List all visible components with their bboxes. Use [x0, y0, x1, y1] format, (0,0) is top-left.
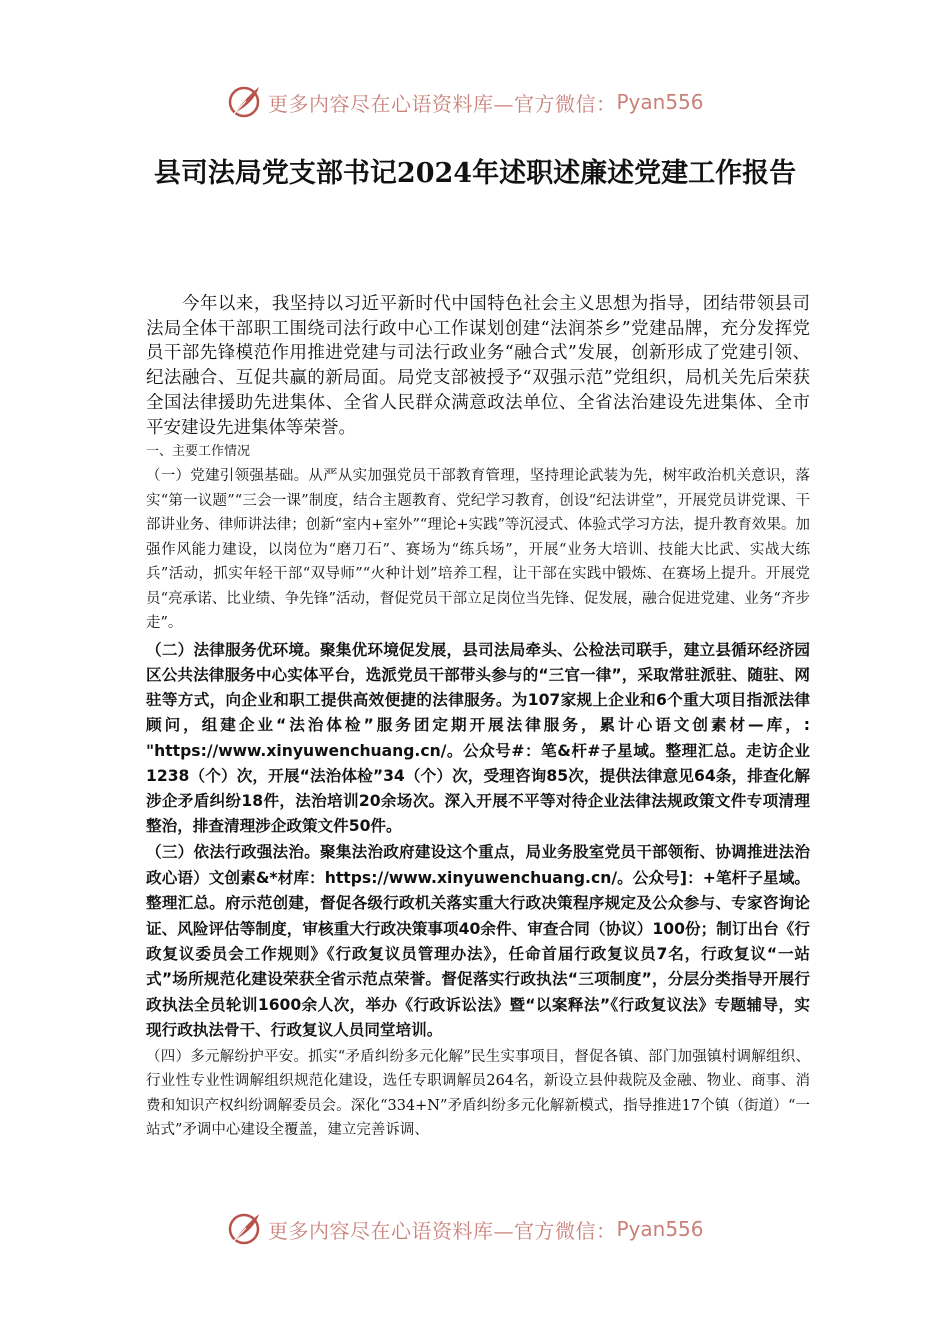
banner-text: 更多内容尽在心语资料库—官方微信： — [268, 91, 617, 116]
section-4-paragraph: （四）多元解纷护平安。抓实“矛盾纠纷多元化解”民生实事项目，督促各镇、部门加强镇村调解组织、行业性专业性调解组织规范化建设，选任专职调解员264名，新设立县仲裁院及金融、物业、商事、消费和知识产权纠纷调解委员会。深化“334+N”矛盾纠纷多元化解新模式，指导推进17个镇（街道）“一站式”矛调中心建设全覆盖，建立完善诉调、 — [146, 1048, 810, 1139]
section-3-paragraph: （三）依法行政强法治。聚集法治政府建设这个重点，局业务股室党员干部领衔、协调推进法治政心语）文创素&*材库：https://www.xinyuwenchuang.cn/。公众号]：+笔杆子星域。整理汇总。府示范创建，督促各级行政机关落实重大行政决策程序规定及公众参与、专家咨询论证、风险评估等制度，审核重大行政决策事项40余件、审查合同（协议）100份；制订出台《行政复议委员会工作规则》《行政复议员管理办法》，任命首届行政复议员7名，行政复议“一站式”场所规范化建设荣获全省示范点荣誉。督促落实行政执法“三项制度”，分层分类指导开展行政执法全员轮训1600余人次，举办《行政诉讼法》暨“以案释法”《行政复议法》专题辅导，实现行政执法骨干、行政复议人员同堂培训。 — [146, 843, 810, 1040]
document-body — [146, 292, 810, 1143]
quill-pen-logo-icon — [226, 1211, 262, 1247]
section-heading: 一、主要工作情况 — [146, 444, 251, 460]
banner-wechat-id: Pyan556 — [616, 90, 704, 114]
document-title: 县司法局党支部书记2024年述职述廉述党建工作报告 — [153, 158, 797, 189]
section-1-paragraph: （一）党建引领强基础。从严从实加强党员干部教育管理，坚持理论武装为先，树牢政治机关意识，落实“第一议题”“三会一课”制度，结合主题教育、党纪学习教育，创设“纪法讲堂”，开展党员讲党课、干部讲业务、律师讲法律；创新“室内+室外”“理论+实践”等沉浸式、体验式学习方法，提升教育效果。加强作风能力建设，以岗位为“磨刀石”、赛场为“练兵场”，开展“业务大培训、技能大比武、实战大练兵”活动，抓实年轻干部“双导师”“火种计划”培养工程，让干部在实践中锻炼、在赛场上提升。开展党员“亮承诺、比业绩、争先锋”活动，督促党员干部立足岗位当先锋、促发展，融合促进党建、业务“齐步走”。 — [146, 468, 810, 632]
quill-pen-logo-icon — [226, 84, 262, 120]
section-2-paragraph: （二）法律服务优环境。聚集优环境促发展，县司法局牵头、公检法司联手，建立县循环经济园区公共法律服务中心实体平台，选派党员干部带头参与的“三官一律”，采取常驻派驻、随驻、网驻等方式，向企业和职工提供高效便捷的法律服务。为107家规上企业和6个重大项目指派法律顾问，组建企业“法治体检”服务团定期开展法律服务，累计心语文创素材—库，: "https://www.xinyuwenchuang.cn/。公众号#：笔&杆#子星域。整理汇总。走访企业1238（个）次，开展“法治体检”34（个）次，受理咨询85次，提供法律意见64条，排查化解涉企矛盾纠纷18件，法治培训20余场次。深入开展不平等对待企业法律法规政策文件专项清理整治，排查清理涉企政策文件50件。 — [146, 640, 810, 836]
footer-banner — [226, 1209, 726, 1249]
header-banner — [226, 82, 726, 122]
intro-paragraph: 今年以来，我坚持以习近平新时代中国特色社会主义思想为指导，团结带领县司法局全体干部职工围绕司法行政中心工作谋划创建“法润茶乡”党建品牌，充分发挥党员干部先锋模范作用推进党建与司法行政业务“融合式”发展，创新形成了党建引领、纪法融合、互促共赢的新局面。局党支部被授予“双强示范”党组织，局机关先后荣获全国法律援助先进集体、全省人民群众满意政法单位、全省法治建设先进集体、全市平安建设先进集体等荣誉。 — [146, 294, 810, 438]
banner-wechat-id: Pyan556 — [616, 1217, 704, 1241]
banner-text: 更多内容尽在心语资料库—官方微信： — [268, 1218, 617, 1243]
